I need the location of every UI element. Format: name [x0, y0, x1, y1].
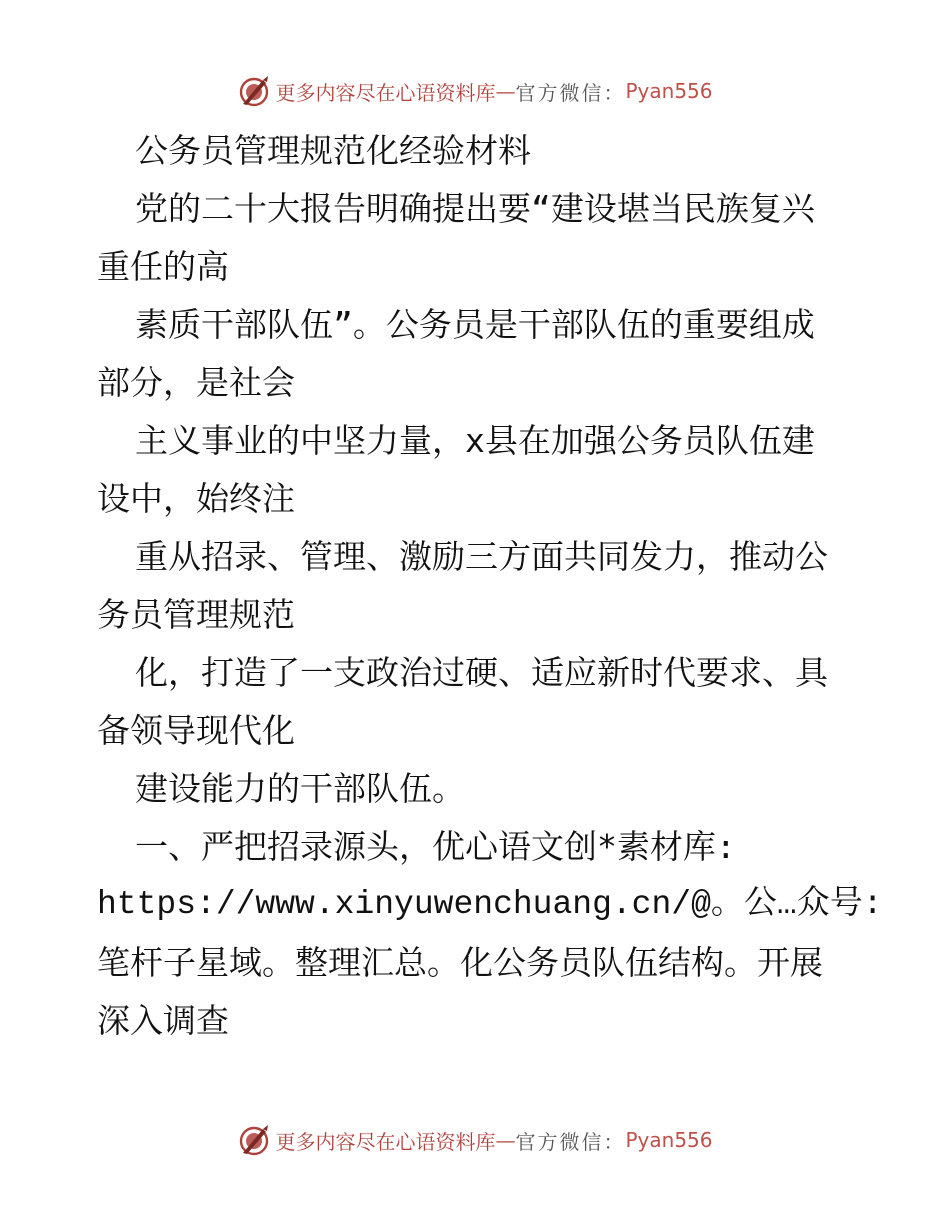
paragraph-line: 务员管理规范	[97, 595, 295, 634]
paragraph-line: 备领导现代化	[97, 711, 295, 750]
paragraph-line: 深入调查	[97, 1001, 229, 1040]
promo-text: 更多内容尽在心语资料库	[275, 80, 496, 105]
paragraph-line: 设中，始终注	[97, 479, 295, 518]
section-heading-line: 一、严把招录源头，优心语文创*素材库:	[135, 827, 736, 866]
header-banner	[0, 71, 950, 111]
paragraph-line: 笔杆子星域。整理汇总。化公务员队伍结构。开展	[97, 943, 823, 982]
banner-separator: —	[495, 79, 516, 103]
paragraph-line: 化，打造了一支政治过硬、适应新时代要求、具	[135, 653, 828, 692]
paragraph-line: 重从招录、管理、激励三方面共同发力，推动公	[135, 537, 828, 576]
promo-text: 更多内容尽在心语资料库	[275, 1129, 496, 1154]
banner-separator: —	[495, 1128, 516, 1152]
paragraph-line: 素质干部队伍”。公务员是干部队伍的重要组成	[135, 305, 815, 344]
quill-pen-logo-icon	[237, 1123, 271, 1157]
document-title: 公务员管理规范化经验材料	[135, 131, 531, 170]
footer-banner	[0, 1120, 950, 1160]
wechat-label: 官方微信：	[515, 80, 626, 105]
paragraph-line: 建设能力的干部队伍。	[135, 769, 465, 808]
paragraph-line: 部分，是社会	[97, 363, 295, 402]
wechat-id: Pyan556	[625, 79, 713, 103]
paragraph-line: 主义事业的中坚力量，x县在加强公务员队伍建	[135, 421, 815, 460]
paragraph-line: 重任的高	[97, 247, 229, 286]
paragraph-line: 党的二十大报告明确提出要“建设堪当民族复兴	[135, 189, 815, 228]
wechat-id: Pyan556	[625, 1128, 713, 1152]
url-line: https://www.xinyuwenchuang.cn/@。公…众号:	[97, 886, 883, 923]
quill-pen-logo-icon	[237, 74, 271, 108]
document-body	[97, 122, 883, 1050]
wechat-label: 官方微信：	[515, 1129, 626, 1154]
